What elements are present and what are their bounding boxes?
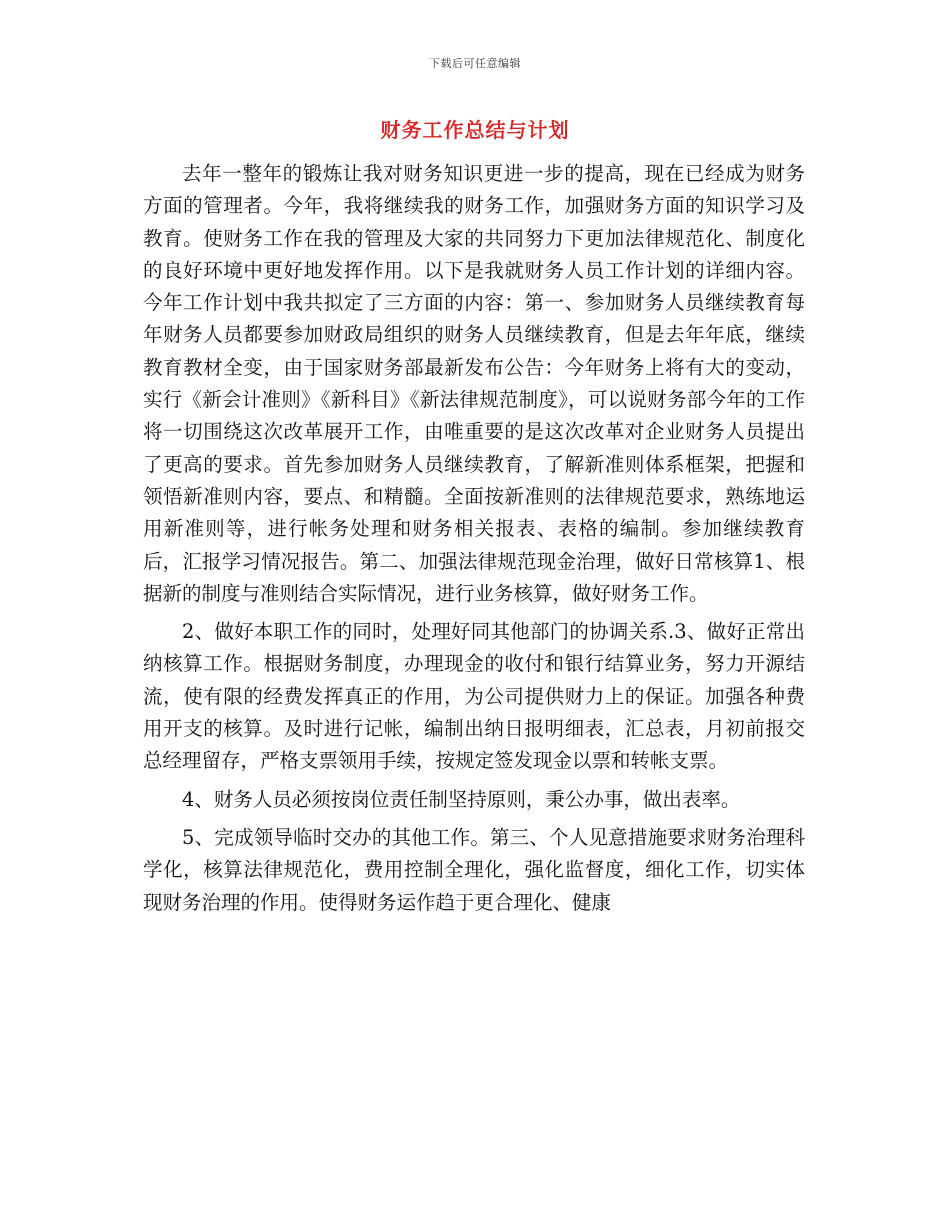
header-note: 下载后可任意编辑	[429, 57, 521, 70]
paragraph: 4、财务人员必须按岗位责任制坚持原则，秉公办事，做出表率。	[182, 787, 741, 811]
paragraph: 2、做好本职工作的同时，处理好同其他部门的协调关系.3、做好正常出纳核算工作。根据财务制度，办理现金的收付和银行结算业务，努力开源结流，使有限的经费发挥真正的作用，为公司提供财力上的保证。加强各种费用开支的核算。及时进行记帐，编制出纳日报明细表，汇总表，月初前报交总经理留存，严格支票领用手续，按规定签发现金以票和转帐支票。	[143, 620, 805, 773]
paragraph: 去年一整年的锻炼让我对财务知识更进一步的提高，现在已经成为财务方面的管理者。今年，我将继续我的财务工作，加强财务方面的知识学习及教育。使财务工作在我的管理及大家的共同努力下更加法律规范化、制度化的良好环境中更好地发挥作用。以下是我就财务人员工作计划的详细内容。今年工作计划中我共拟定了三方面的内容：第一、参加财务人员继续教育每年财务人员都要参加财政局组织的财务人员继续教育，但是去年年底，继续教育教材全变，由于国家财务部最新发布公告：今年财务上将有大的变动，实行《新会计准则》《新科目》《新法律规范制度》，可以说财务部今年的工作将一切围绕这次改革展开工作，由唯重要的是这次改革对企业财务人员提出了更高的要求。首先参加财务人员继续教育，了解新准则体系框架，把握和领悟新准则内容，要点、和精髓。全面按新准则的法律规范要求，熟练地运用新准则等，进行帐务处理和财务相关报表、表格的编制。参加继续教育后，汇报学习情况报告。第二、加强法律规范现金治理，做好日常核算1、根据新的制度与准则结合实际情况，进行业务核算，做好财务工作。	[143, 162, 805, 605]
page-title: 财务工作总结与计划	[380, 118, 570, 142]
document-body	[143, 158, 805, 925]
paragraph: 5、完成领导临时交办的其他工作。第三、个人见意措施要求财务治理科学化，核算法律规范化，费用控制全理化，强化监督度，细化工作，切实体现财务治理的作用。使得财务运作趋于更合理化、健康	[143, 825, 805, 914]
